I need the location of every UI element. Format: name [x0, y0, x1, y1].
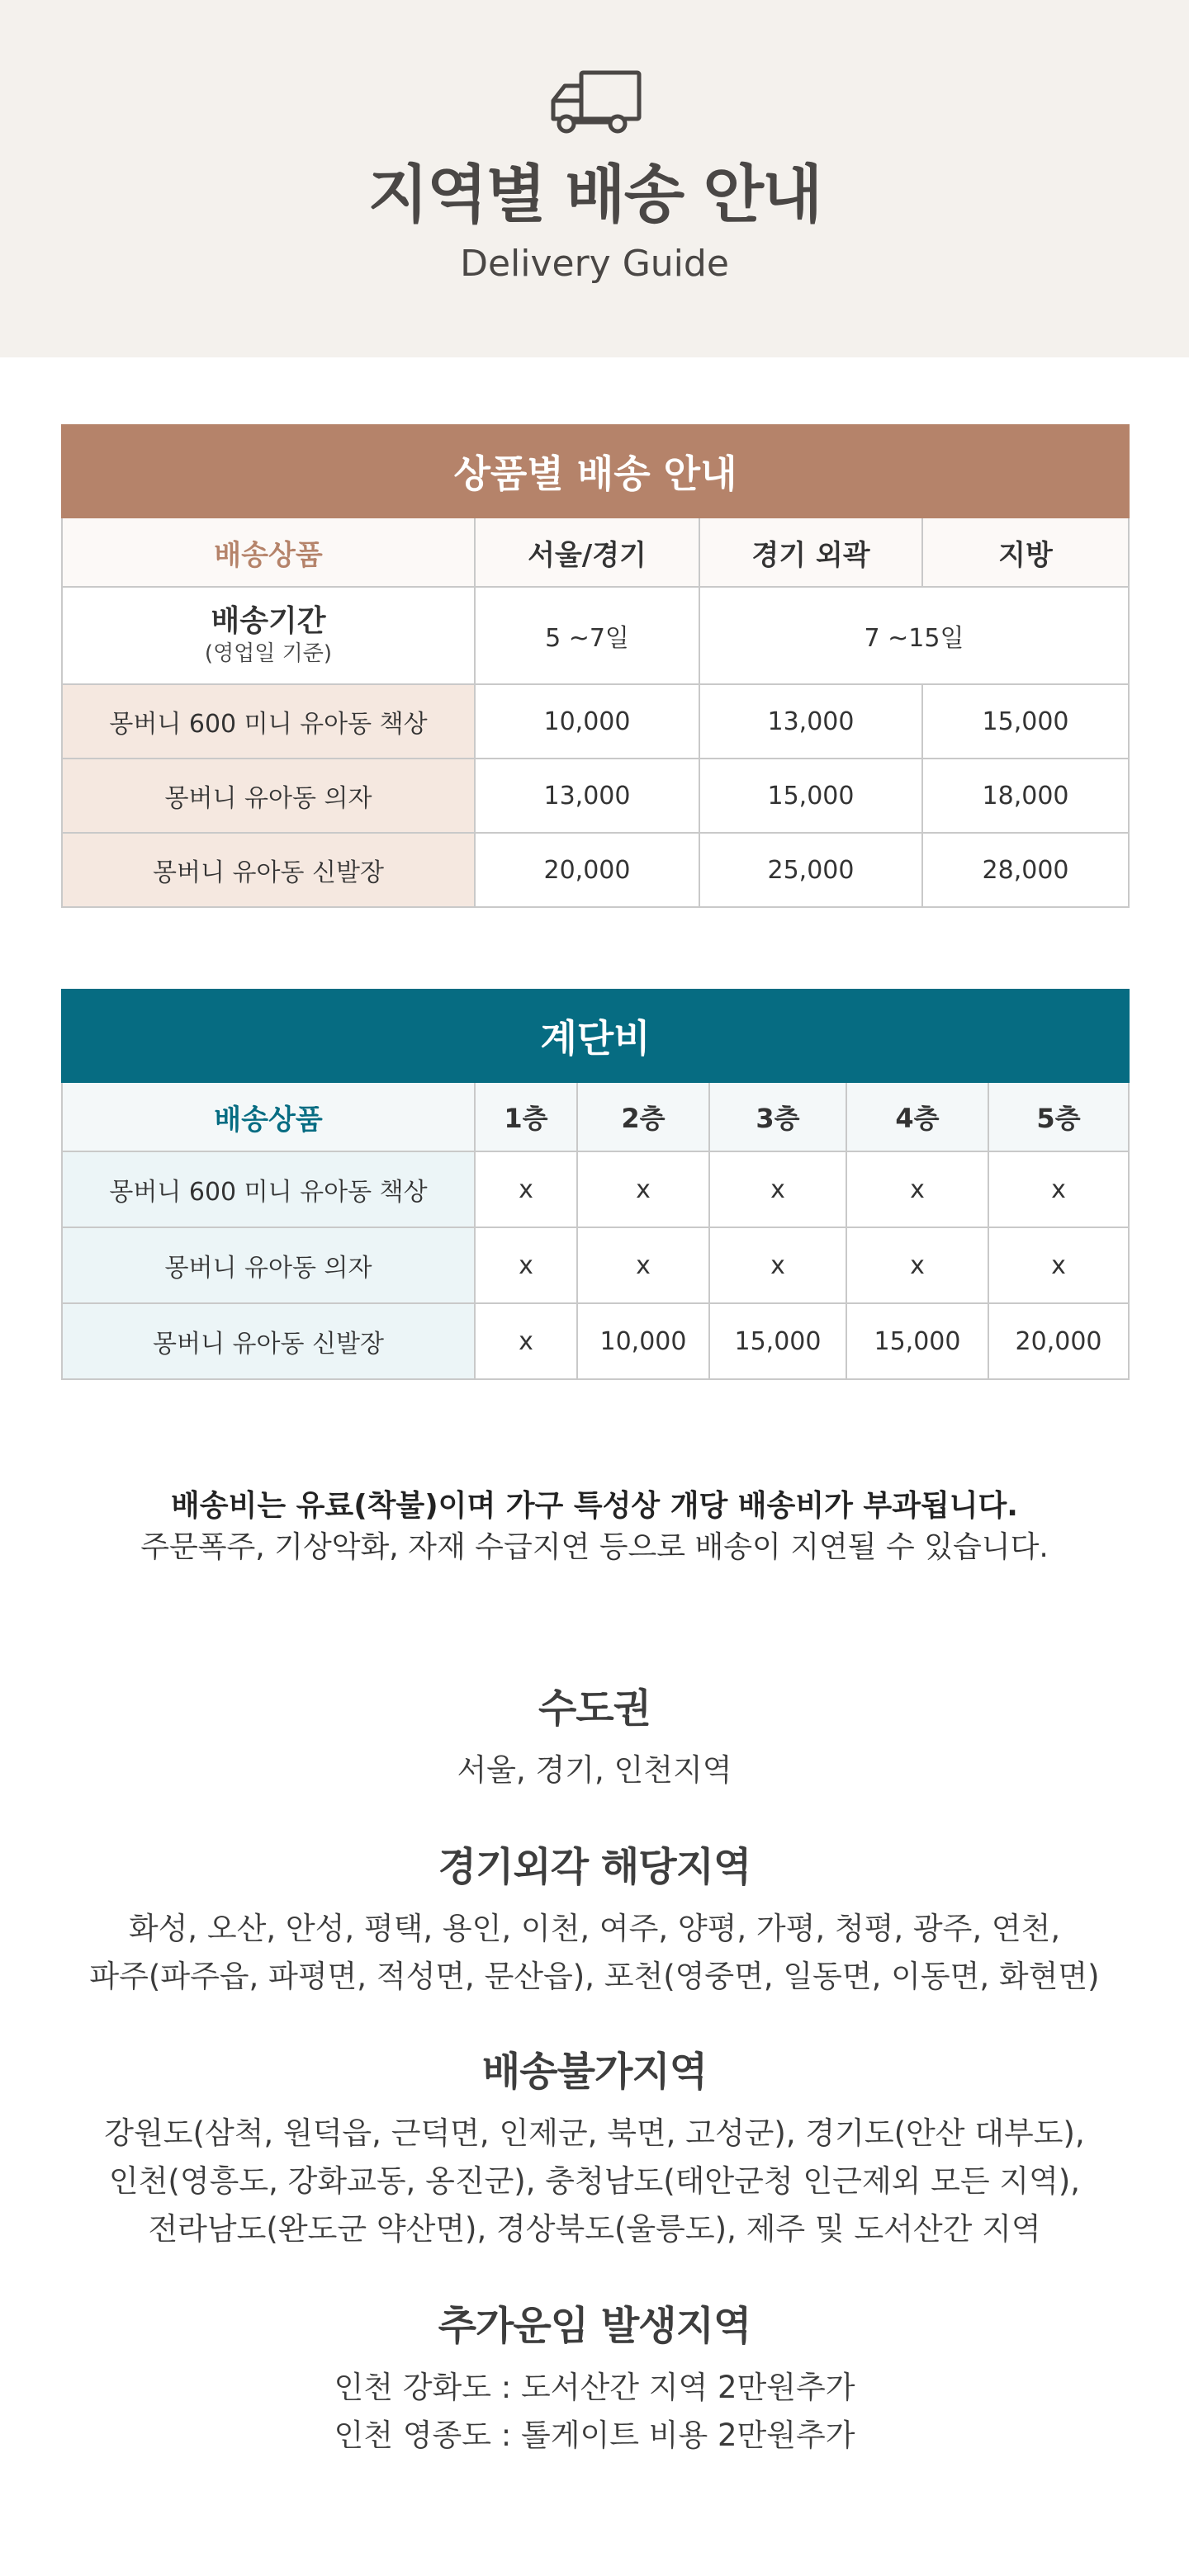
table-header-row: [62, 518, 1129, 587]
section-capital-area: [0, 1682, 1189, 1794]
column-header: 배송상품: [62, 518, 475, 587]
column-header: 경기 외곽: [699, 518, 922, 587]
period-metro: 5 ~7일: [475, 587, 699, 684]
fee-cell: x: [475, 1303, 577, 1379]
price-cell: 13,000: [475, 759, 699, 833]
fee-cell: x: [846, 1227, 988, 1303]
column-header: 1층: [475, 1082, 577, 1151]
section-line: 강원도(삼척, 원덕읍, 근덕면, 인제군, 북면, 고성군), 경기도(안산 대부도),: [104, 2115, 1085, 2151]
fee-cell: x: [988, 1227, 1129, 1303]
product-name: 몽버니 600 미니 유아동 책상: [62, 684, 475, 759]
price-cell: 10,000: [475, 684, 699, 759]
fee-cell: 20,000: [988, 1303, 1129, 1379]
truck-icon: [547, 69, 642, 135]
section-title: 배송불가지역: [481, 2049, 708, 2095]
table-row: [62, 684, 1129, 759]
price-cell: 25,000: [699, 833, 922, 907]
fee-cell: x: [475, 1151, 577, 1227]
section-extra-charge: [0, 2299, 1189, 2460]
table-row: [62, 1227, 1129, 1303]
period-label-cell: [62, 587, 475, 684]
period-other: 7 ~15일: [699, 587, 1129, 684]
table-row: [62, 759, 1129, 833]
section-line: 파주(파주읍, 파평면, 적성면, 문산읍), 포천(영중면, 일동면, 이동면, 화현면): [89, 1959, 1100, 1994]
section-line: 인천 영종도 : 톨게이트 비용 2만원추가: [334, 2418, 855, 2453]
column-header: 3층: [709, 1082, 846, 1151]
product-name: 몽버니 유아동 신발장: [62, 833, 475, 907]
stair-fee-table: [61, 989, 1130, 1380]
fee-cell: 15,000: [709, 1303, 846, 1379]
delivery-period-row: [62, 587, 1129, 684]
section-line: 서울, 경기, 인천지역: [457, 1752, 732, 1788]
table-row: [62, 1151, 1129, 1227]
table-row: [62, 833, 1129, 907]
price-cell: 15,000: [922, 684, 1129, 759]
fee-cell: x: [577, 1151, 709, 1227]
table-row: [62, 1303, 1129, 1379]
section-title: 수도권: [538, 1685, 651, 1732]
section-gyeonggi-outskirts: [0, 1841, 1189, 2001]
period-label: 배송기간: [211, 604, 326, 638]
notice-secondary: 주문폭주, 기상악화, 자재 수급지연 등으로 배송이 지연될 수 있습니다.: [140, 1530, 1049, 1564]
product-name: 몽버니 600 미니 유아동 책상: [62, 1151, 475, 1227]
fee-cell: 10,000: [577, 1303, 709, 1379]
section-title: 경기외각 해당지역: [438, 1844, 751, 1890]
table-title: 계단비: [62, 990, 1129, 1082]
product-name: 몽버니 유아동 의자: [62, 759, 475, 833]
fee-cell: x: [846, 1151, 988, 1227]
table-header-row: [62, 1082, 1129, 1151]
price-cell: 13,000: [699, 684, 922, 759]
column-header: 4층: [846, 1082, 988, 1151]
fee-cell: x: [709, 1151, 846, 1227]
column-header: 2층: [577, 1082, 709, 1151]
column-header: 서울/경기: [475, 518, 699, 587]
table-title: 상품별 배송 안내: [62, 425, 1129, 518]
column-header: 배송상품: [62, 1082, 475, 1151]
product-name: 몽버니 유아동 신발장: [62, 1303, 475, 1379]
period-sublabel: (영업일 기준): [204, 641, 333, 666]
price-cell: 20,000: [475, 833, 699, 907]
fee-cell: x: [475, 1227, 577, 1303]
price-cell: 28,000: [922, 833, 1129, 907]
section-line: 화성, 오산, 안성, 평택, 용인, 이천, 여주, 양평, 가평, 청평, 광주, 연천,: [128, 1911, 1061, 1946]
notice-primary: 배송비는 유료(착불)이며 가구 특성상 개당 배송비가 부과됩니다.: [171, 1489, 1018, 1523]
section-line: 인천 강화도 : 도서산간 지역 2만원추가: [334, 2370, 855, 2405]
fee-cell: x: [577, 1227, 709, 1303]
section-line: 인천(영흥도, 강화교동, 옹진군), 충청남도(태안군청 인근제외 모든 지역),: [108, 2163, 1081, 2199]
fee-cell: x: [709, 1227, 846, 1303]
page-title: 지역별 배송 안내: [367, 158, 822, 231]
hero-banner: [0, 0, 1189, 357]
shipping-notice: [0, 1486, 1189, 1568]
section-no-delivery: [0, 2045, 1189, 2253]
section-title: 추가운임 발생지역: [438, 2303, 751, 2349]
fee-cell: 15,000: [846, 1303, 988, 1379]
product-name: 몽버니 유아동 의자: [62, 1227, 475, 1303]
price-cell: 18,000: [922, 759, 1129, 833]
column-header: 5층: [988, 1082, 1129, 1151]
product-delivery-table: [61, 424, 1130, 908]
section-line: 전라남도(완도군 약산면), 경상북도(울릉도), 제주 및 도서산간 지역: [148, 2211, 1041, 2247]
column-header: 지방: [922, 518, 1129, 587]
price-cell: 15,000: [699, 759, 922, 833]
page-subtitle: Delivery Guide: [460, 243, 729, 285]
fee-cell: x: [988, 1151, 1129, 1227]
